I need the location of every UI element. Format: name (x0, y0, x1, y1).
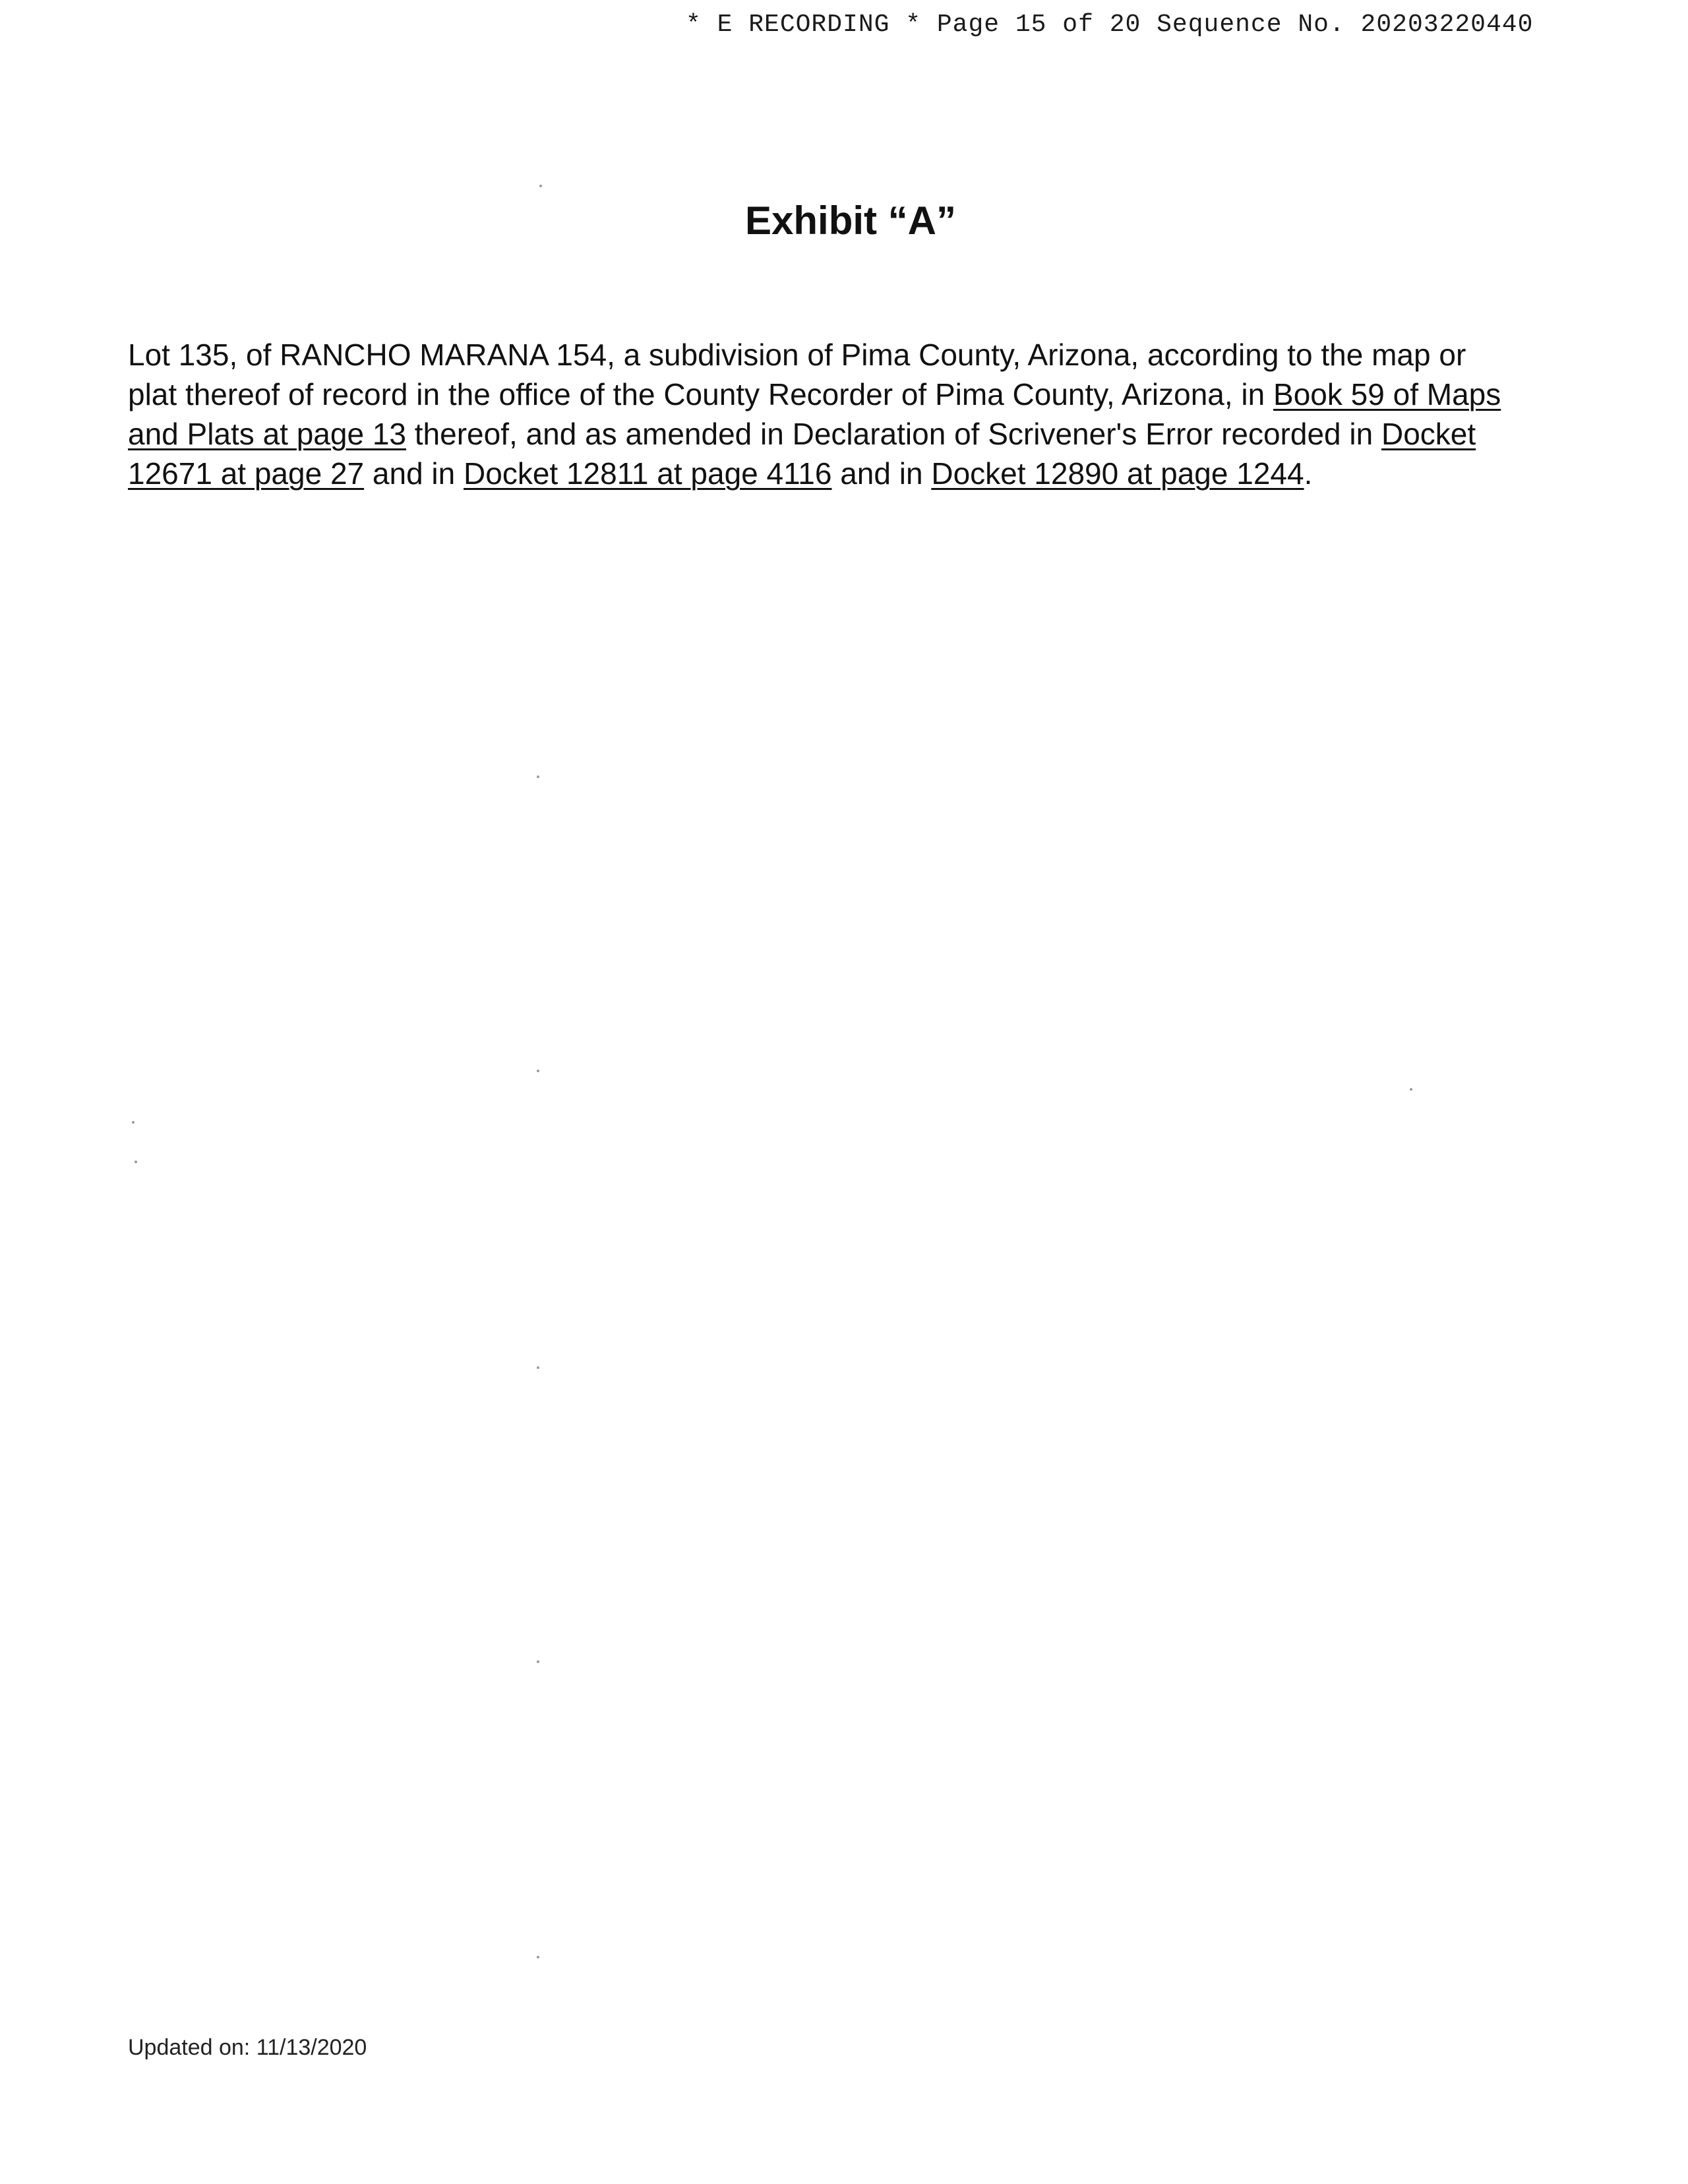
legal-text-part: . (1304, 456, 1313, 491)
exhibit-title: Exhibit “A” (744, 198, 956, 243)
updated-date: Updated on: 11/13/2020 (128, 2035, 367, 2060)
legal-description (128, 335, 1513, 493)
legal-text-part: thereof, and as amended in Declaration of Scrivener's Error recorded in (406, 417, 1381, 451)
docket-reference: Docket 12811 at page 4116 (464, 456, 832, 491)
scan-speck (132, 1121, 135, 1124)
scan-speck (1410, 1088, 1412, 1091)
legal-text-part: and in (364, 456, 464, 491)
scan-speck (539, 185, 542, 187)
legal-text-part: Lot 135, of RANCHO MARANA 154, a subdivision of Pima County, Arizona, according to the map or plat thereof of record in the office of the County Recorder of Pima County, Arizona, in (128, 338, 1466, 411)
scan-speck (537, 1956, 539, 1958)
scan-speck (537, 1366, 539, 1369)
docket-reference: Docket 12890 at page 1244 (931, 456, 1304, 491)
scan-speck (537, 775, 539, 778)
scan-speck (537, 1070, 539, 1072)
plat-book-reference: Book 59 of Maps and Plats at page 13 (128, 377, 1501, 451)
scan-speck (537, 1660, 539, 1663)
docket-reference: Docket 12671 at page 27 (128, 417, 1476, 491)
recording-stamp: * E RECORDING * Page 15 of 20 Sequence No. 20203220440 (686, 11, 1534, 39)
scan-speck (135, 1161, 137, 1163)
legal-text-part: and in (831, 456, 932, 491)
